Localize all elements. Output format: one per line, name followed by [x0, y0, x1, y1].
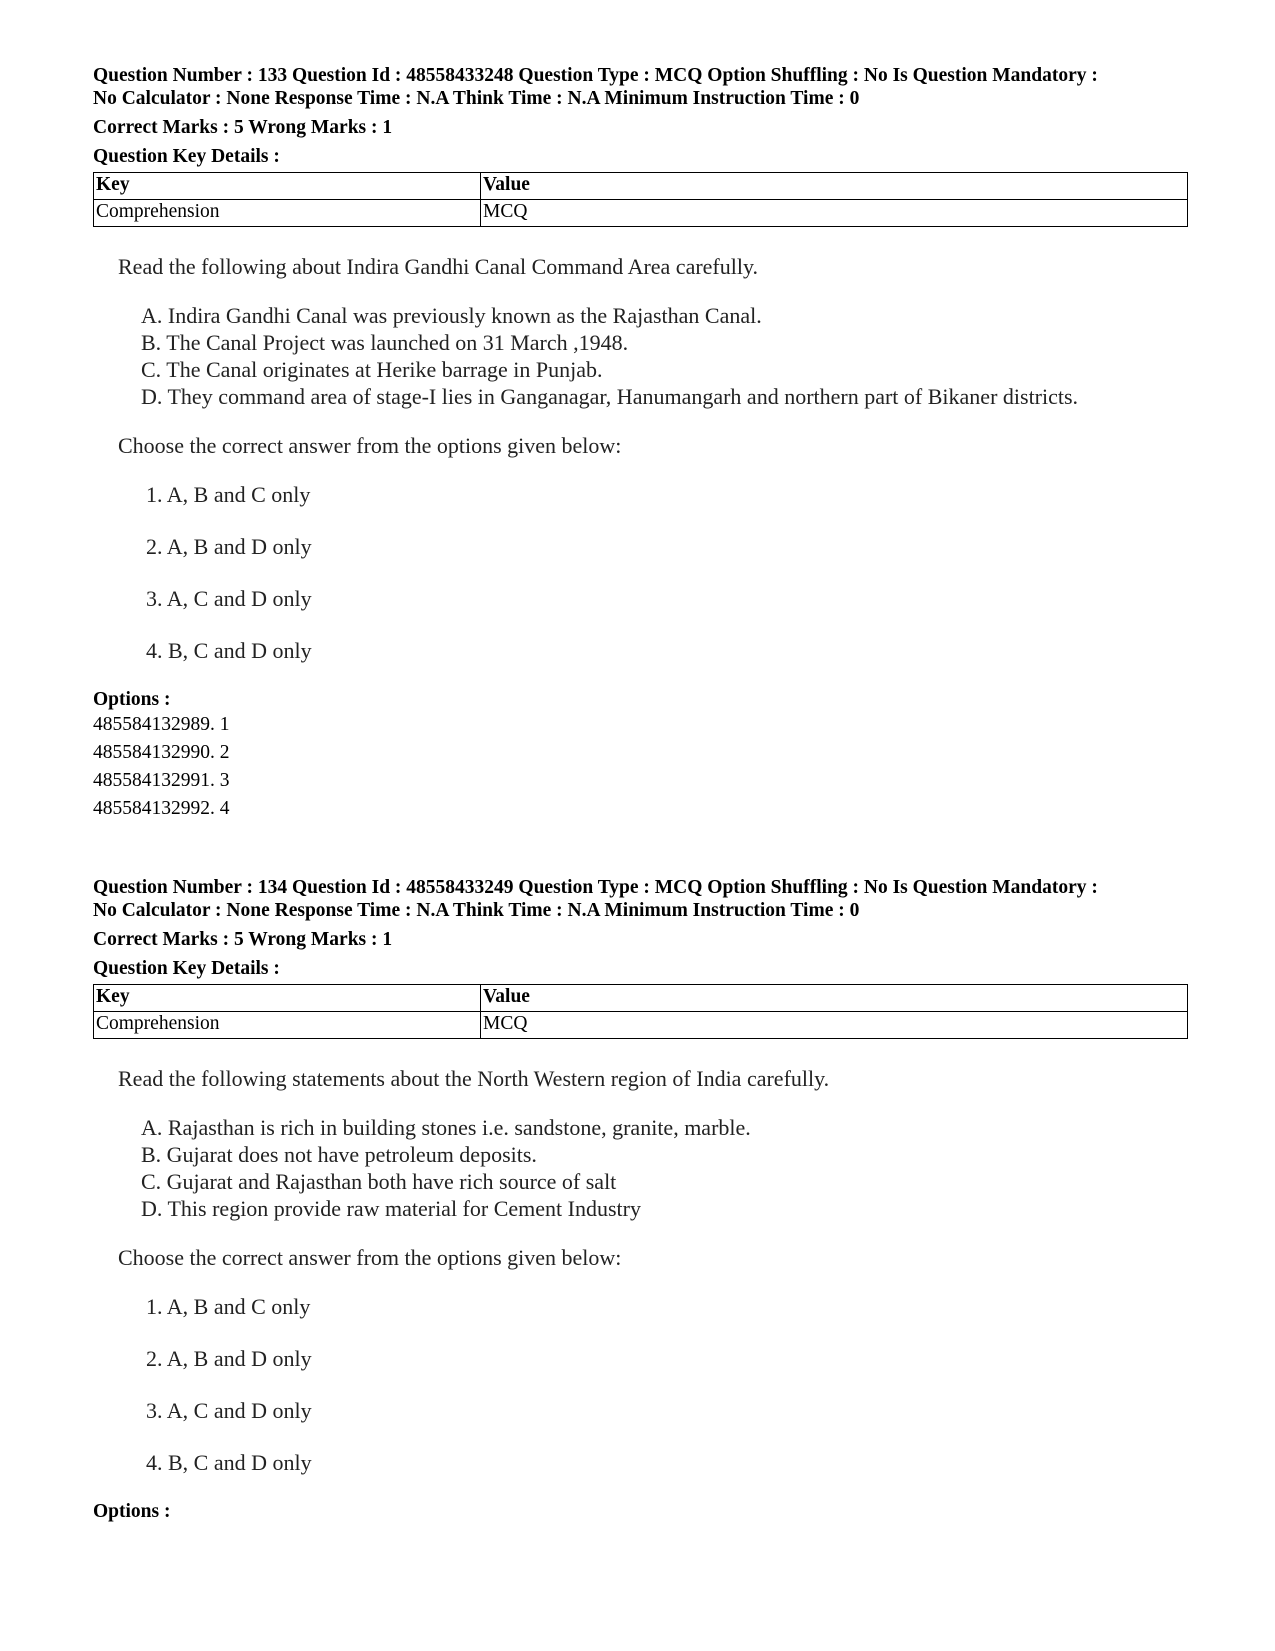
option-4: 485584132992. 4: [93, 798, 230, 819]
question-marks: Correct Marks : 5 Wrong Marks : 1: [93, 929, 393, 950]
statement-d: D. This region provide raw material for Cement Industry: [141, 1196, 641, 1221]
statement-a: A. Rajasthan is rich in building stones i.e. sandstone, granite, marble.: [141, 1115, 751, 1140]
key-details-label: Question Key Details :: [93, 958, 280, 979]
key-header-cell: Key: [94, 173, 481, 200]
key-table-header-row: [94, 985, 1188, 1012]
key-details-table: [93, 984, 1188, 1039]
key-details-table: [93, 172, 1188, 227]
choice-4: 4. B, C and D only: [146, 638, 312, 663]
statement-b: B. The Canal Project was launched on 31 March ,1948.: [141, 330, 629, 355]
value-header-cell: Value: [481, 985, 1188, 1012]
question-meta-line-1: Question Number : 134 Question Id : 48558433249 Question Type : MCQ Option Shuffling : No Is Question Mandatory :: [93, 877, 1098, 898]
choose-instruction: Choose the correct answer from the options given below:: [118, 433, 622, 458]
question-intro: Read the following about Indira Gandhi Canal Command Area carefully.: [118, 254, 759, 279]
question-meta-line-2: No Calculator : None Response Time : N.A Think Time : N.A Minimum Instruction Time : 0: [93, 88, 860, 109]
choice-2: 2. A, B and D only: [146, 534, 312, 559]
option-2: 485584132990. 2: [93, 742, 230, 763]
question-block-134: [93, 876, 1188, 1523]
key-table-row: [94, 200, 1188, 227]
key-details-label: Question Key Details :: [93, 146, 280, 167]
choice-1: 1. A, B and C only: [146, 482, 311, 507]
question-meta-line-2: No Calculator : None Response Time : N.A Think Time : N.A Minimum Instruction Time : 0: [93, 900, 860, 921]
value-cell: MCQ: [481, 1012, 1188, 1039]
statement-c: C. The Canal originates at Herike barrage in Punjab.: [141, 357, 603, 382]
statement-b: B. Gujarat does not have petroleum deposits.: [141, 1142, 537, 1167]
question-block-133: [93, 64, 1188, 823]
options-label: Options :: [93, 689, 171, 710]
value-header-cell: Value: [481, 173, 1188, 200]
question-meta-line-1: Question Number : 133 Question Id : 48558433248 Question Type : MCQ Option Shuffling : No Is Question Mandatory :: [93, 65, 1098, 86]
statement-list: [141, 1114, 1188, 1222]
value-cell: MCQ: [481, 200, 1188, 227]
option-3: 485584132991. 3: [93, 770, 230, 791]
choice-3: 3. A, C and D only: [146, 1398, 312, 1423]
statement-list: [141, 302, 1188, 410]
choice-1: 1. A, B and C only: [146, 1294, 311, 1319]
key-table-row: [94, 1012, 1188, 1039]
choice-3: 3. A, C and D only: [146, 586, 312, 611]
key-table-header-row: [94, 173, 1188, 200]
statement-d: D. They command area of stage-I lies in Ganganagar, Hanumangarh and northern part of Bikaner districts.: [141, 384, 1079, 409]
statement-c: C. Gujarat and Rajasthan both have rich source of salt: [141, 1169, 617, 1194]
key-header-cell: Key: [94, 985, 481, 1012]
key-cell: Comprehension: [94, 200, 481, 227]
choice-2: 2. A, B and D only: [146, 1346, 312, 1371]
choose-instruction: Choose the correct answer from the options given below:: [118, 1245, 622, 1270]
options-label: Options :: [93, 1501, 171, 1522]
option-1: 485584132989. 1: [93, 714, 230, 735]
question-intro: Read the following statements about the North Western region of India carefully.: [118, 1066, 830, 1091]
statement-a: A. Indira Gandhi Canal was previously known as the Rajasthan Canal.: [141, 303, 762, 328]
choice-4: 4. B, C and D only: [146, 1450, 312, 1475]
question-marks: Correct Marks : 5 Wrong Marks : 1: [93, 117, 393, 138]
key-cell: Comprehension: [94, 1012, 481, 1039]
